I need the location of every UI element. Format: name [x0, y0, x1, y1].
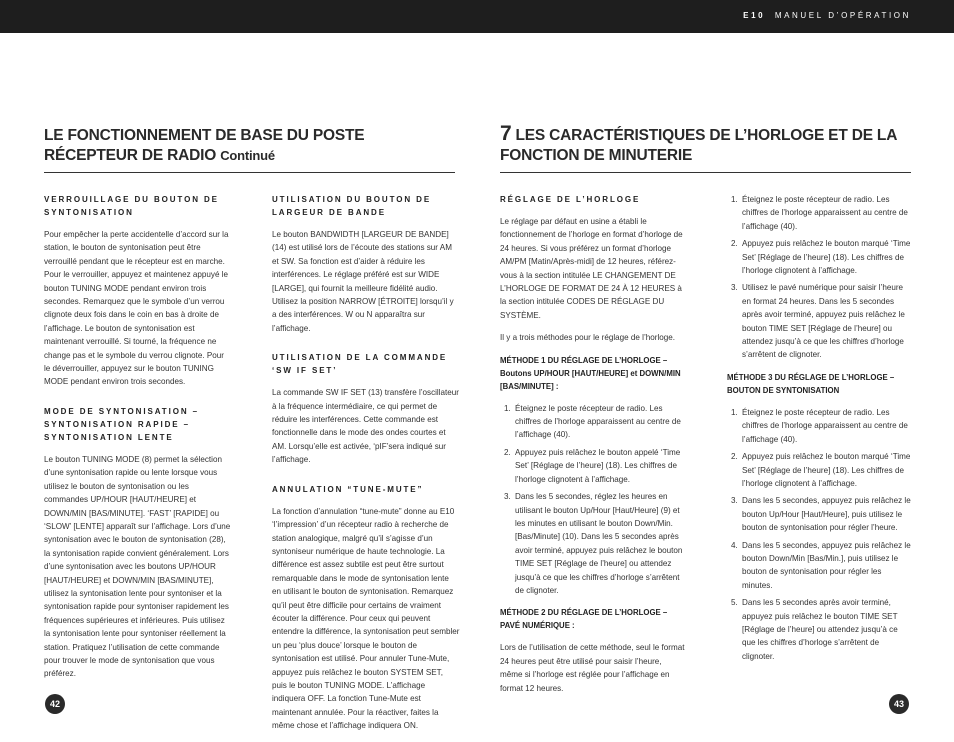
left-title-line2: RÉCEPTEUR DE RADIO — [44, 147, 217, 164]
paragraph-method-2: Lors de l’utilisation de cette méthode, seul le format 24 heures peut être utilisé pour saisir l’heure, même si l’horloge est réglée pour l’affichage en format 12 heures. — [500, 643, 685, 693]
list-item: 4. Dans les 5 secondes, appuyez puis relâchez le bouton Down/Min [Bas/Min.], puis utilisez le bouton de syntonisation pour régler les minutes. — [740, 539, 913, 593]
header-title: MANUEL D’OPÉRATION — [774, 11, 911, 20]
left-title-rule — [44, 172, 455, 173]
page-number-left: 42 — [45, 694, 65, 714]
right-section-title — [500, 124, 920, 166]
list-item: 3. Dans les 5 secondes, réglez les heures en utilisant le bouton Up/Hour [Haut/Heure] (9) et les minutes en utilisant le bouton Down/Min. [Bas/Minute] (10). Dans les 5 secondes après avoir terminé, appuyez puis relâchez le bouton TIME SET [Réglage de l’heure] ou attendez jusqu’à ce que les chiffres d’horloge s’arrêtent de clignoter. — [513, 490, 686, 597]
heading-method-3: MÉTHODE 3 DU RÉGLAGE DE L’HORLOGE – BOUTON DE SYNTONISATION — [727, 372, 895, 395]
column-3 — [500, 193, 686, 704]
right-title-rule — [500, 172, 911, 173]
list-item: 2. Appuyez puis relâchez le bouton marqué ‘Time Set’ [Réglage de l’heure] (18). Les chiffres de l’horloge clignotent à l’affichage. — [740, 237, 913, 277]
list-item: 2. Appuyez puis relâchez le bouton appelé ‘Time Set’ [Réglage de l’heure] (18). Les chiffres de l’horloge clignotent à l’affichage. — [513, 446, 686, 486]
running-header — [743, 11, 911, 20]
heading-tuning-lock: VERROUILLAGE DU BOUTON DE SYNTONISATION — [44, 195, 219, 217]
column-4 — [727, 193, 913, 672]
list-item: 1. Éteignez le poste récepteur de radio. Les chiffres de l’horloge apparaissent au centre de l’affichage (40). — [740, 193, 913, 233]
list-item: 3. Dans les 5 secondes, appuyez puis relâchez le bouton Up/Hour [Haut/Heure], puis utilisez le bouton de syntonisation pour régler l’heure. — [740, 494, 913, 534]
paragraph-bandwidth: Le bouton BANDWIDTH [LARGEUR DE BANDE] (14) est utilisé lors de l’écoute des stations sur AM et SW. Sa fonction est d’aider à réduire les interférences. Le réglage préféré est sur WIDE [LARGE], qui fournit la meilleure fidélité audio. Utilisez la position NARROW [ÉTROITE] lorsqu’il y a des interférences. W ou N apparaîtra sur l’affichage. — [272, 230, 454, 333]
list-item: 2. Appuyez puis relâchez le bouton marqué ‘Time Set’ [Réglage de l’heure] (18). Les chiffres de l’horloge clignotent à l’affichage. — [740, 450, 913, 490]
method-2-steps — [727, 193, 913, 362]
header-bar — [0, 0, 954, 33]
left-title-line1: LE FONCTIONNEMENT DE BASE DU POSTE — [44, 127, 365, 144]
method-3-steps — [727, 406, 913, 663]
heading-sw-if-set: UTILISATION DE LA COMMANDE ‘SW IF SET’ — [272, 353, 448, 376]
paragraph-tuning-lock: Pour empêcher la perte accidentelle d’accord sur la station, le bouton de syntonisation peut être verrouillé pendant que le récepteur est en marche. Pour le verrouiller, appuyez et maintenez appuyé le bouton TUNING MODE pendant environ trois secondes. Remarquez que le symbole d’un verrou clignote deux fois dans le coin en bas à droite de l’affichage. Le bouton de syntonisation est maintenant verrouillé. Si tourné, la fréquence ne change pas et le symbole du verrou clignote. Pour le déverrouiller, appuyez sur le bouton TUNING MODE pendant environ trois secondes. — [44, 230, 229, 387]
paragraph-clock-default: Le réglage par défaut en usine a établi le fonctionnement de l’horloge en format d’horloge de 24 heures. Si vous préférez un format d’horloge AM/PM [Matin/Après-midi] de 12 heures, référez-vous à la section intitulée LE CHANGEMENT DE L’HORLOGE DE FORMAT DE 24 À 12 HEURES à la section intitulée CODES DE RÉGLAGE DU SYSTÈME. — [500, 217, 683, 320]
heading-method-1: MÉTHODE 1 DU RÉGLAGE DE L’HORLOGE – Boutons UP/HOUR [HAUT/HEURE] et DOWN/MIN [BAS/MINUTE] : — [500, 355, 681, 391]
left-title-continued: Continué — [220, 148, 275, 163]
right-title-line2: FONCTION DE MINUTERIE — [500, 147, 693, 164]
list-item: 1. Éteignez le poste récepteur de radio. Les chiffres de l’horloge apparaissent au centre de l’affichage (40). — [513, 402, 686, 442]
section-number: 7 — [500, 122, 512, 145]
right-title-line1: LES CARACTÉRISTIQUES DE L’HORLOGE ET DE LA — [515, 127, 898, 144]
heading-clock-setting: RÉGLAGE DE L’HORLOGE — [500, 195, 641, 204]
method-1-steps — [500, 402, 686, 598]
column-2 — [272, 193, 460, 742]
list-item: 1. Éteignez le poste récepteur de radio. Les chiffres de l’horloge apparaissent au centre de l’affichage (40). — [740, 406, 913, 446]
header-model: E10 — [743, 11, 766, 20]
heading-tune-mute: ANNULATION “TUNE-MUTE” — [272, 484, 424, 494]
left-section-title — [44, 126, 464, 166]
paragraph-clock-methods: Il y a trois méthodes pour le réglage de l’horloge. — [500, 333, 676, 343]
heading-tuning-mode: MODE DE SYNTONISATION – SYNTONISATION RAPIDE – SYNTONISATION LENTE — [44, 406, 199, 442]
column-1 — [44, 193, 232, 690]
heading-method-2: MÉTHODE 2 DU RÉGLAGE DE L’HORLOGE – PAVÉ NUMÉRIQUE : — [500, 608, 668, 631]
paragraph-tuning-mode: Le bouton TUNING MODE (8) permet la sélection d’une syntonisation rapide ou lente lorsque vous utilisez le bouton de syntonisation ou les commandes UP/HOUR [HAUT/HEURE] et DOWN/MIN [BAS/MINUTE]. ‘FAST’ [RAPIDE] ou ‘SLOW’ [LENTE] apparaît sur l’affichage. Lors d’une syntonisation avec le bouton de syntonisation (28), la syntonisation rapide convient généralement. Lors d’une syntonisation avec les boutons UP/HOUR [HAUT/HEURE] et DOWN/MIN [BAS/MINUTE], utilisez la syntonisation lente pour syntoniser et la syntonisation rapide pour syntoniser rapidement les fréquences supérieures et inférieures. Puis utilisez la syntonisation lente pour syntoniser réellement la station. Pratiquez l’utilisation de cette commande pour trouver le mode de syntonisation que vous préférez. — [44, 454, 231, 679]
list-item: 3. Utilisez le pavé numérique pour saisir l’heure en format 24 heures. Dans les 5 secondes après avoir terminé, appuyez puis relâchez le bouton TIME SET [Réglage de l’heure] ou attendez jusqu’à ce que les chiffres d’horloge s’arrêtent de clignoter. — [740, 281, 913, 361]
list-item: 5. Dans les 5 secondes après avoir terminé, appuyez puis relâchez le bouton TIME SET [Réglage de l’heure] ou attendez jusqu’à ce que les chiffres d’horloge s’arrêtent de clignoter. — [740, 596, 913, 663]
paragraph-sw-if-set: La commande SW IF SET (13) transfère l’oscillateur à la fréquence intermédiaire, ce qui permet de réduire les interférences. Cette commande est fonctionnelle dans le mode des ondes courtes et AM. Lorsqu’elle est activée, ‘pIF’sera indiqué sur l’affichage. — [272, 388, 459, 465]
heading-bandwidth: UTILISATION DU BOUTON DE LARGEUR DE BANDE — [272, 195, 432, 217]
page-number-right: 43 — [889, 694, 909, 714]
paragraph-tune-mute: La fonction d’annulation “tune-mute” donne au E10 ‘l’impression’ d’un récepteur radio à recherche de station analogique, malgré qu’il s’agisse d’un syntoniseur numérique de haute technologie. La différence est assez subtile est peut être surtout remarquable dans le mode de syntonisation lente en utilisant le bouton de syntonisation. Remarquez qu’il peut être difficile pour certains de vraiment écouter la différence. Pour ceux qui peuvent entendre la différence, la syntonisation peut sembler un peu ‘plus douce’ lorsque le bouton de syntonisation est utilisé. Pour annuler Tune-Mute, appuyez puis relâchez le bouton SYSTEM SET, puis le bouton TUNING MODE. L’affichage indiquera OFF. La fonction Tune-Mute est maintenant annulée. Pour la réactiver, faites la même chose et l’affichage indiquera ON. — [272, 506, 460, 731]
